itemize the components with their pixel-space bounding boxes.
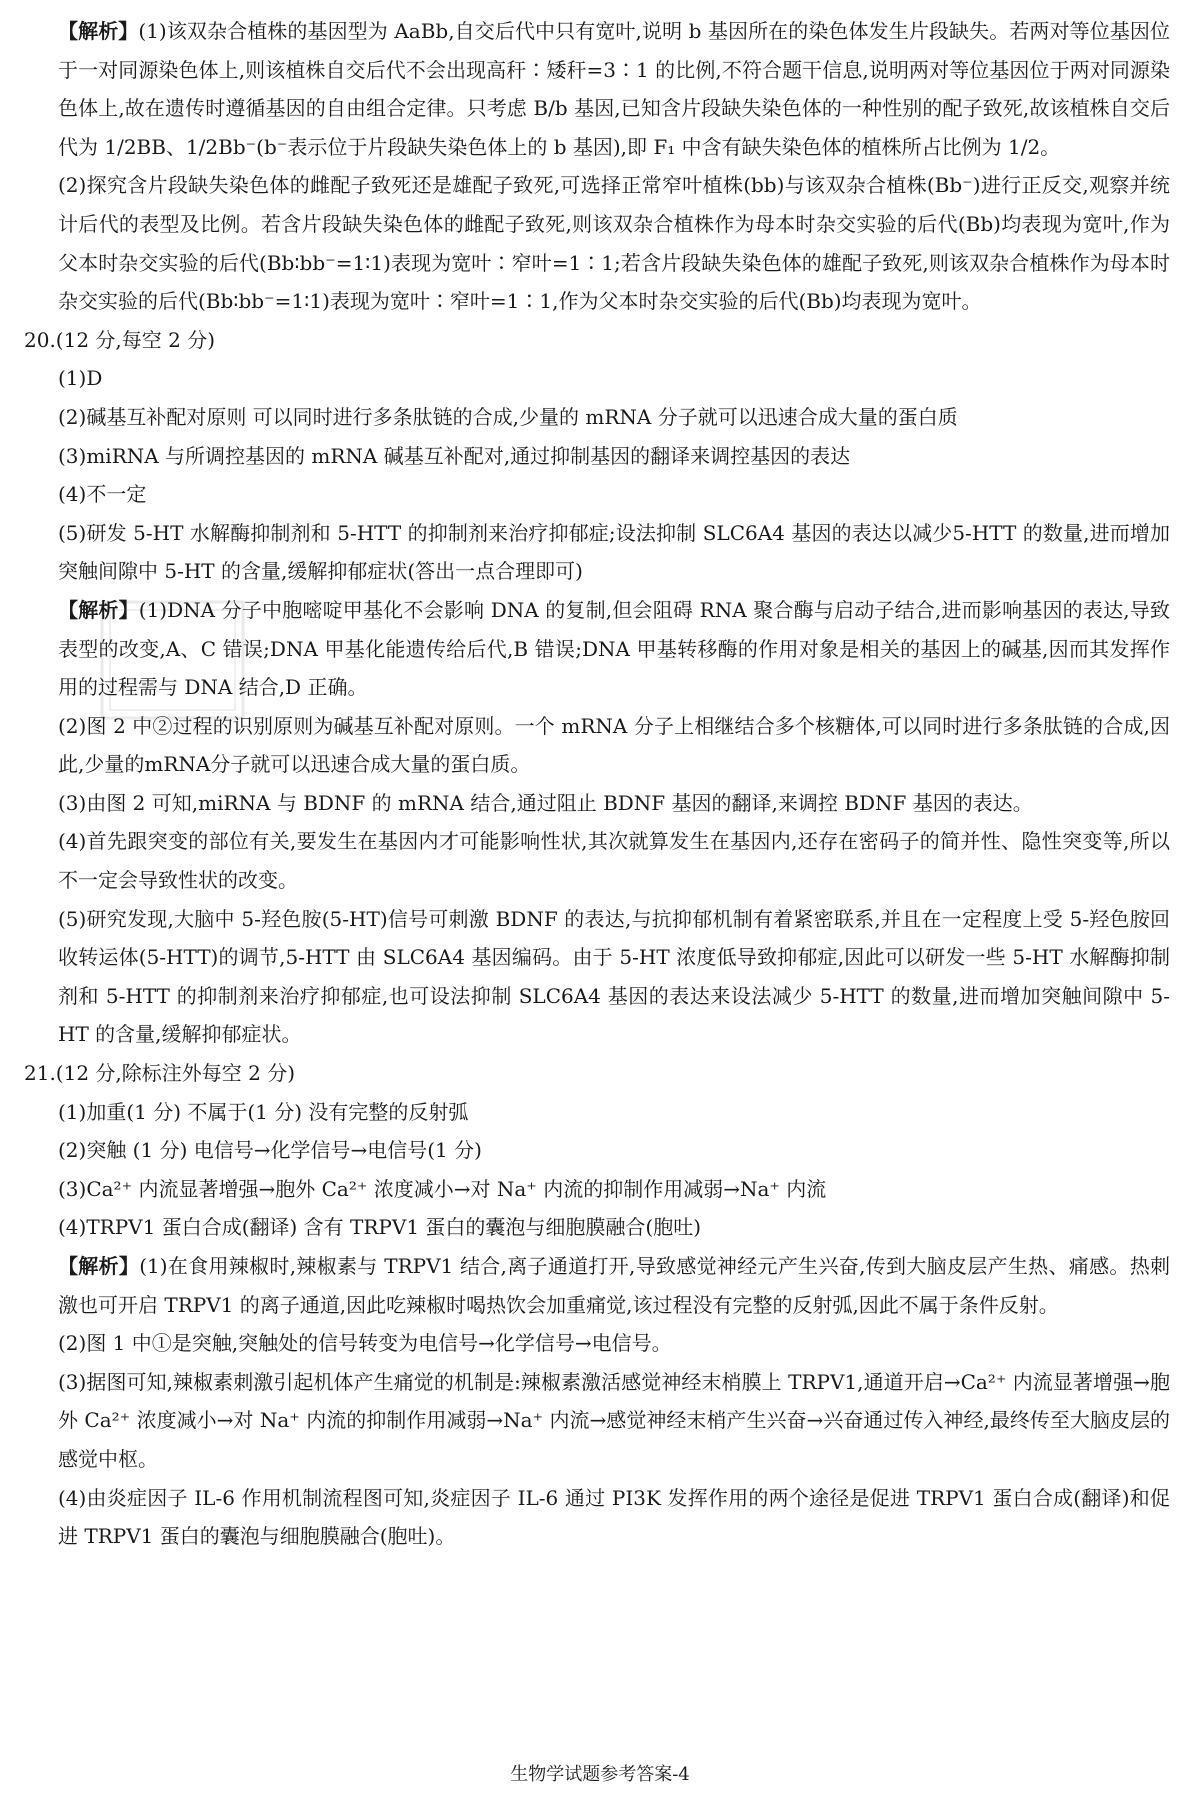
answer-content (24, 12, 1171, 1556)
q20-answer-5: (5)研发 5-HT 水解酶抑制剂和 5-HTT 的抑制剂来治疗抑郁症;设法抑制 SLC6A4 基因的表达以减少5-HTT 的数量,进而增加突触间隙中 5-HT 的含量,缓解抑郁症状(答出一点合理即可) (58, 520, 1170, 584)
q20-explanation-1 (58, 591, 1170, 707)
q20-explanation-3: (3)由图 2 可知,miRNA 与 BDNF 的 mRNA 结合,通过阻止 BDNF 基因的翻译,来调控 BDNF 基因的表达。 (58, 790, 1033, 815)
explanation-text: (1)DNA 分子中胞嘧啶甲基化不会影响 DNA 的复制,但会阻碍 RNA 聚合酶与启动子结合,进而影响基因的表达,导致表型的改变,A、C 错误;DNA 甲基化能遗传给后代,B 错误;DNA 甲基转移酶的作用对象是相关的基因上的碱基,因而其发挥作用的过程需与 DNA 结合,D 正确。 (58, 597, 1171, 700)
q21-answer-4: (4)TRPV1 蛋白合成(翻译) 含有 TRPV1 蛋白的囊泡与细胞膜融合(胞吐) (58, 1215, 702, 1240)
page-footer: 生物学试题参考答案-4 (510, 1764, 690, 1785)
explanation-tag: 【解析】 (58, 597, 139, 622)
q21-answer-3: (3)Ca²⁺ 内流显著增强→胞外 Ca²⁺ 浓度减小→对 Na⁺ 内流的抑制作用减弱→Na⁺ 内流 (58, 1176, 827, 1201)
q21-explanation-3: (3)据图可知,辣椒素刺激引起机体产生痛觉的机制是:辣椒素激活感觉神经末梢膜上 TRPV1,通道开启→Ca²⁺ 内流显著增强→胞外 Ca²⁺ 浓度减小→对 Na⁺ 内流的抑制作用减弱→Na⁺ 内流→感觉神经末梢产生兴奋→兴奋通过传入神经,最终传至大脑皮层的感觉中枢。 (58, 1369, 1170, 1471)
q21-explanation-4: (4)由炎症因子 IL-6 作用机制流程图可知,炎症因子 IL-6 通过 PI3K 发挥作用的两个途径是促进 TRPV1 蛋白合成(翻译)和促进 TRPV1 蛋白的囊泡与细胞膜融合(胞吐)。 (58, 1485, 1170, 1549)
question-21-header: 21.(12 分,除标注外每空 2 分) (24, 1061, 296, 1086)
q20-explanation-2: (2)图 2 中②过程的识别原则为碱基互补配对原则。一个 mRNA 分子上相继结合多个核糖体,可以同时进行多条肽链的合成,因此,少量的mRNA分子就可以迅速合成大量的蛋白质。 (58, 713, 1170, 777)
explanation-tag: 【解析】 (58, 19, 139, 43)
q20-answer-1: (1)D (58, 366, 103, 391)
explanation-text: (1)在食用辣椒时,辣椒素与 TRPV1 结合,离子通道打开,导致感觉神经元产生兴奋,传到大脑皮层产生热、痛感。热刺激也可开启 TRPV1 的离子通道,因此吃辣椒时喝热饮会加重痛觉,该过程没有完整的反射弧,因此不属于条件反射。 (58, 1254, 1171, 1317)
q21-answer-1: (1)加重(1 分) 不属于(1 分) 没有完整的反射弧 (58, 1099, 469, 1124)
explanation-text: (1)该双杂合植株的基因型为 AaBb,自交后代中只有宽叶,说明 b 基因所在的染色体发生片段缺失。若两对等位基因位于一对同源染色体上,则该植株自交后代不会出现高秆∶矮秆=3∶1 的比例,不符合题干信息,说明两对等位基因位于两对同源染色体上,故在遗传时遵循基因的自由组合定律。只考虑 B/b 基因,已知含片段缺失染色体的一种性别的配子致死,故该植株自交后代为 1/2BB、1/2Bb⁻(b⁻表示位于片段缺失染色体上的 b 基因),即 F₁ 中含有缺失染色体的植株所占比例为 1/2。 (58, 19, 1170, 159)
q20-answer-4: (4)不一定 (58, 482, 147, 507)
explanation-19-part1 (58, 12, 1170, 166)
q21-answer-2: (2)突触 (1 分) 电信号→化学信号→电信号(1 分) (58, 1138, 482, 1163)
question-20-header: 20.(12 分,每空 2 分) (24, 327, 216, 352)
q21-explanation-1 (58, 1247, 1170, 1324)
q20-explanation-4: (4)首先跟突变的部位有关,要发生在基因内才可能影响性状,其次就算发生在基因内,还存在密码子的简并性、隐性突变等,所以不一定会导致性状的改变。 (58, 829, 1170, 893)
q20-explanation-5: (5)研究发现,大脑中 5-羟色胺(5-HT)信号可刺激 BDNF 的表达,与抗抑郁机制有着紧密联系,并且在一定程度上受 5-羟色胺回收转运体(5-HTT)的调节,5-HTT 由 SLC6A4 基因编码。由于 5-HT 浓度低导致抑郁症,因此可以研发一些 5-HT 水解酶抑制剂和 5-HTT 的抑制剂来治疗抑郁症,也可设法抑制 SLC6A4 基因的表达来设法减少 5-HTT 的数量,进而增加突触间隙中 5-HT 的含量,缓解抑郁症状。 (58, 906, 1170, 1047)
explanation-tag: 【解析】 (58, 1254, 140, 1278)
q21-explanation-2: (2)图 1 中①是突触,突触处的信号转变为电信号→化学信号→电信号。 (58, 1331, 672, 1356)
q20-answer-3: (3)miRNA 与所调控基因的 mRNA 碱基互补配对,通过抑制基因的翻译来调控基因的表达 (58, 443, 851, 468)
explanation-19-part2: (2)探究含片段缺失染色体的雌配子致死还是雄配子致死,可选择正常窄叶植株(bb)与该双杂合植株(Bb⁻)进行正反交,观察并统计后代的表型及比例。若含片段缺失染色体的雌配子致死,则该双杂合植株作为母本时杂交实验的后代(Bb)均表现为宽叶,作为父本时杂交实验的后代(Bb∶bb⁻=1∶1)表现为宽叶∶窄叶=1∶1;若含片段缺失染色体的雄配子致死,则该双杂合植株作为母本时杂交实验的后代(Bb∶bb⁻=1∶1)表现为宽叶∶窄叶=1∶1,作为父本时杂交实验的后代(Bb)均表现为宽叶。 (58, 173, 1170, 314)
q20-answer-2: (2)碱基互补配对原则 可以同时进行多条肽链的合成,少量的 mRNA 分子就可以迅速合成大量的蛋白质 (58, 404, 958, 429)
